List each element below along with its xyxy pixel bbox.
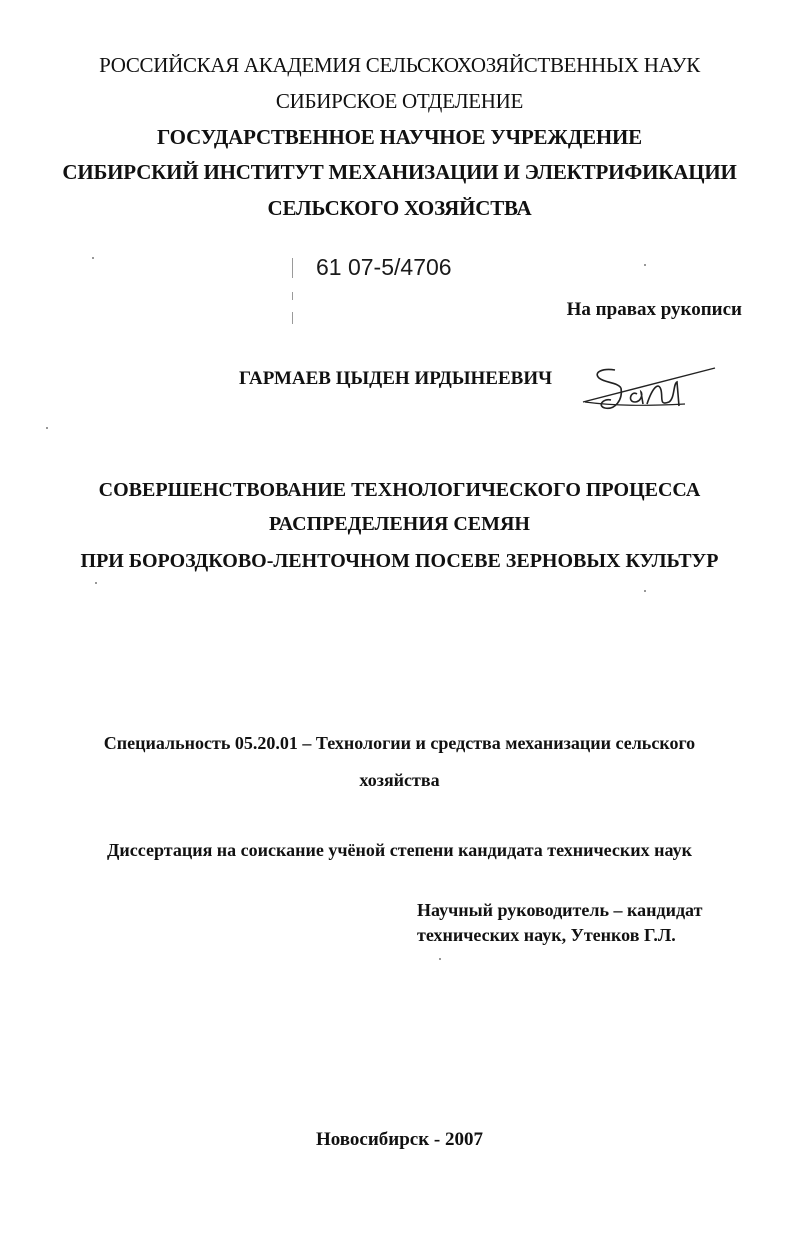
stamp-mark-middle	[292, 292, 293, 300]
degree-statement: Диссертация на соискание учёной степени кандидата технических наук	[107, 840, 692, 860]
scan-speck	[644, 590, 646, 592]
signature-stroke-top	[597, 369, 621, 388]
signature-stroke-tail	[647, 382, 679, 406]
thesis-title-line2: РАСПРЕДЕЛЕНИЯ СЕМЯН	[269, 513, 530, 535]
stamp-mark-bottom	[292, 312, 293, 324]
manuscript-note: На правах рукописи	[566, 299, 742, 320]
scan-speck	[92, 257, 94, 259]
specialty-line2: хозяйства	[359, 770, 440, 790]
academy-name: РОССИЙСКАЯ АКАДЕМИЯ СЕЛЬСКОХОЗЯЙСТВЕННЫХ НАУК	[99, 53, 700, 77]
catalog-number: 61 07-5/4706	[316, 254, 452, 280]
author-signature	[575, 356, 725, 418]
institution-type: ГОСУДАРСТВЕННОЕ НАУЧНОЕ УЧРЕЖДЕНИЕ	[157, 125, 642, 149]
author-name: ГАРМАЕВ ЦЫДЕН ИРДЫНЕЕВИЧ	[239, 368, 553, 389]
branch-name: СИБИРСКОЕ ОТДЕЛЕНИЕ	[275, 89, 524, 113]
scan-speck	[95, 582, 97, 584]
stamp-mark-top	[292, 258, 293, 278]
specialty-line1: Специальность 05.20.01 – Технологии и средства механизации сельского	[103, 733, 696, 753]
supervisor-line1: Научный руководитель – кандидат	[417, 900, 703, 920]
supervisor-line2: технических наук, Утенков Г.Л.	[417, 925, 676, 945]
scan-speck	[439, 958, 441, 960]
institute-name-line2: СЕЛЬСКОГО ХОЗЯЙСТВА	[267, 196, 532, 220]
signature-stroke-a	[631, 392, 643, 404]
scan-speck	[644, 264, 646, 266]
city-year: Новосибирск - 2007	[315, 1129, 484, 1150]
institute-name-line1: СИБИРСКИЙ ИНСТИТУТ МЕХАНИЗАЦИИ И ЭЛЕКТРИФИКАЦИИ	[62, 160, 737, 184]
thesis-title-line3: ПРИ БОРОЗДКОВО-ЛЕНТОЧНОМ ПОСЕВЕ ЗЕРНОВЫХ КУЛЬТУР	[80, 550, 719, 572]
thesis-title-line1: СОВЕРШЕНСТВОВАНИЕ ТЕХНОЛОГИЧЕСКОГО ПРОЦЕССА	[98, 479, 701, 501]
scan-speck	[46, 427, 48, 429]
